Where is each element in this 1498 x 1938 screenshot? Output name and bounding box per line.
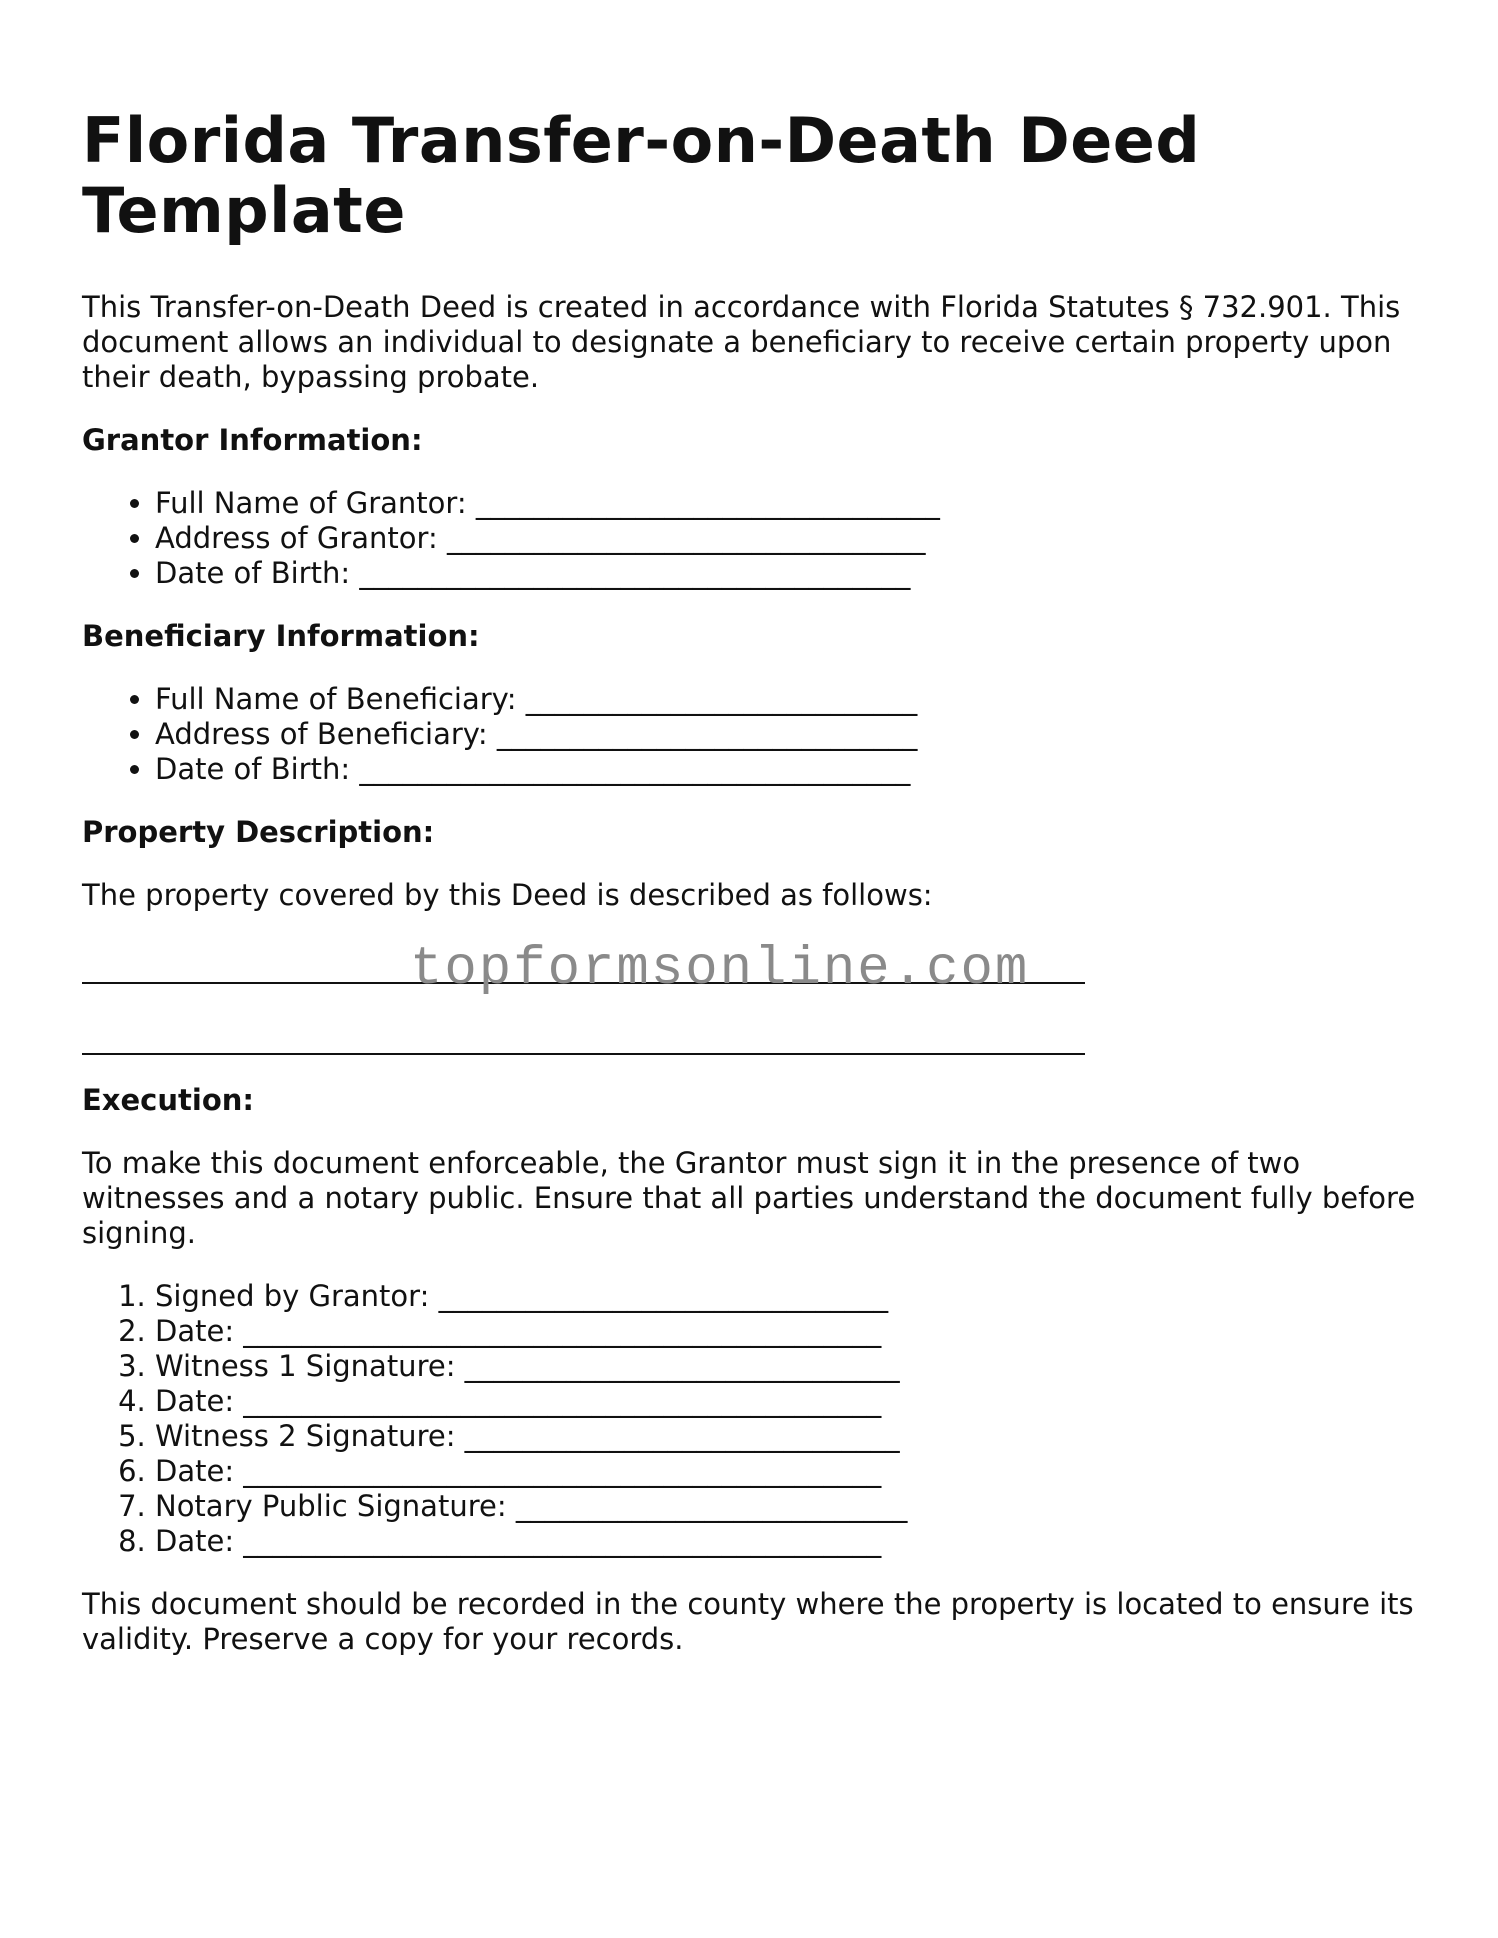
grantor-name-field: • Full Name of Grantor: ________________________________ bbox=[155, 486, 1422, 521]
beneficiary-address-field: • Address of Beneficiary: _____________________________ bbox=[155, 717, 1422, 752]
grantor-list bbox=[82, 486, 1422, 591]
grantor-address-field: • Address of Grantor: _________________________________ bbox=[155, 521, 1422, 556]
execution-text: To make this document enforceable, the Grantor must sign it in the presence of two witnesses and a notary public. Ensure that all parties understand the document fully before signing. bbox=[82, 1146, 1416, 1250]
closing-paragraph: This document should be recorded in the county where the property is located to ensure its validity. Preserve a copy for your records. bbox=[82, 1587, 1414, 1656]
beneficiary-dob-field: • Date of Birth: ______________________________________ bbox=[155, 752, 1422, 787]
witness1-date-field: 4. Date: ____________________________________________ bbox=[155, 1384, 1422, 1419]
witness1-signature-field: 3. Witness 1 Signature: ______________________________ bbox=[155, 1349, 1422, 1384]
execution-list bbox=[82, 1279, 1422, 1559]
grantor-date-field: 2. Date: ____________________________________________ bbox=[155, 1314, 1422, 1349]
execution-heading: Execution: bbox=[82, 1083, 254, 1117]
notary-signature-field: 7. Notary Public Signature: ___________________________ bbox=[155, 1489, 1422, 1524]
property-text: The property covered by this Deed is described as follows: bbox=[82, 878, 933, 912]
grantor-heading: Grantor Information: bbox=[82, 423, 423, 457]
watermark: topformsonline.com bbox=[410, 939, 1030, 1000]
intro-paragraph: This Transfer-on-Death Deed is created in accordance with Florida Statutes § 732.901. This document allows an individual to designate a beneficiary to receive certain property upon their death, bypassing probate. bbox=[82, 290, 1401, 394]
document-page bbox=[82, 0, 1422, 1657]
property-heading: Property Description: bbox=[82, 815, 435, 849]
beneficiary-heading: Beneficiary Information: bbox=[82, 619, 480, 653]
beneficiary-list bbox=[82, 682, 1422, 787]
beneficiary-name-field: • Full Name of Beneficiary: ___________________________ bbox=[155, 682, 1422, 717]
grantor-dob-field: • Date of Birth: ______________________________________ bbox=[155, 556, 1422, 591]
page-title: Florida Transfer-on-Death Deed Template bbox=[82, 104, 1201, 247]
witness2-signature-field: 5. Witness 2 Signature: ______________________________ bbox=[155, 1419, 1422, 1454]
witness2-date-field: 6. Date: ____________________________________________ bbox=[155, 1454, 1422, 1489]
notary-date-field: 8. Date: ____________________________________________ bbox=[155, 1524, 1422, 1559]
property-blank-line-2 bbox=[82, 1018, 1085, 1055]
grantor-signature-field: 1. Signed by Grantor: _______________________________ bbox=[155, 1279, 1422, 1314]
